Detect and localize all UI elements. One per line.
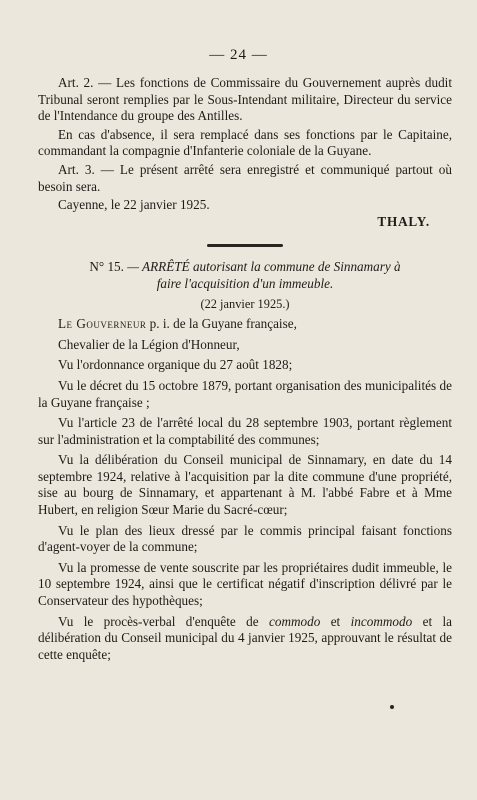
arrete-heading-line-1	[38, 259, 452, 276]
vu-article-23: Vu l'article 23 de l'arrêté local du 28 septembre 1903, portant règlement sur l'administration et la comptabilité des communes;	[38, 415, 452, 447]
vu-proces-verbal	[38, 614, 452, 664]
arrete-date: (22 janvier 1925.)	[200, 296, 290, 311]
section-divider	[207, 244, 283, 247]
vu-decret: Vu le décret du 15 octobre 1879, portant organisation des municipalités de la Guyane française ;	[38, 377, 452, 410]
chevalier-line: Chevalier de la Légion d'Honneur,	[58, 336, 240, 352]
arrete-title-part-2: faire l'acquisition d'un immeuble.	[156, 275, 334, 291]
vu-plan: Vu le plan des lieux dressé par le commis principal faisant fonctions d'agent-voyer de la commune;	[38, 522, 452, 555]
place-date: Cayenne, le 22 janvier 1925.	[58, 197, 210, 213]
arrete-title-prefix: — ARRÊTÉ	[127, 259, 190, 275]
arrete-heading	[38, 259, 452, 292]
arrete-number: N° 15.	[89, 259, 124, 275]
commodo-term: commodo	[269, 613, 321, 629]
incommodo-term: incommodo	[350, 613, 413, 629]
gouverneur-rest: p. i. de la Guyane française,	[149, 316, 297, 332]
proces-verbal-et: et	[330, 613, 341, 629]
top-section	[38, 75, 452, 665]
article-2: Art. 2. — Les fonctions de Commissaire du Gouvernement auprès dudit Tribunal seront remplies par le Sous-Intendant militaire, Directeur du service de l'Intendance du groupe des Antilles.	[38, 75, 452, 124]
article-3: Art. 3. — Le présent arrêté sera enregistré et communiqué partout où besoin sera.	[38, 161, 452, 194]
vu-deliberation: Vu la délibération du Conseil municipal de Sinnamary, en date du 14 septembre 1924, relative à l'acquisition par la dite commune d'une propriété, sise au bourg de Sinnamary, et appartenant à M. l'abbé Fabre et à Mme Hubert, en religion Sœur Marie du Sacré-cœur;	[38, 452, 452, 518]
gouverneur-line	[38, 316, 452, 333]
page-number: — 24 —	[209, 47, 268, 63]
arrete-title-part-1: autorisant la commune de Sinnamary à	[192, 259, 401, 275]
proces-verbal-start: Vu le procès-verbal d'enquête de	[58, 613, 259, 629]
ink-dot	[390, 705, 394, 709]
gouverneur-title: Le Gouverneur	[58, 316, 147, 332]
vu-promesse: Vu la promesse de vente souscrite par les propriétaires dudit immeuble, le 10 septembre 1924, ainsi que le certificat négatif d'inscription délivré par le Conservateur des hypothèques;	[38, 559, 452, 609]
absence-paragraph: En cas d'absence, il sera remplacé dans ses fonctions par le Capitaine, commandant la compagnie d'Infanterie coloniale de la Guyane.	[38, 126, 452, 159]
vu-ordonnance: Vu l'ordonnance organique du 27 août 1828;	[58, 357, 293, 373]
proces-verbal-end: et la délibération du Conseil municipal du 4 janvier 1925, approuvant le résultat de cette enquête;	[38, 613, 453, 662]
signature: THALY.	[377, 213, 430, 229]
